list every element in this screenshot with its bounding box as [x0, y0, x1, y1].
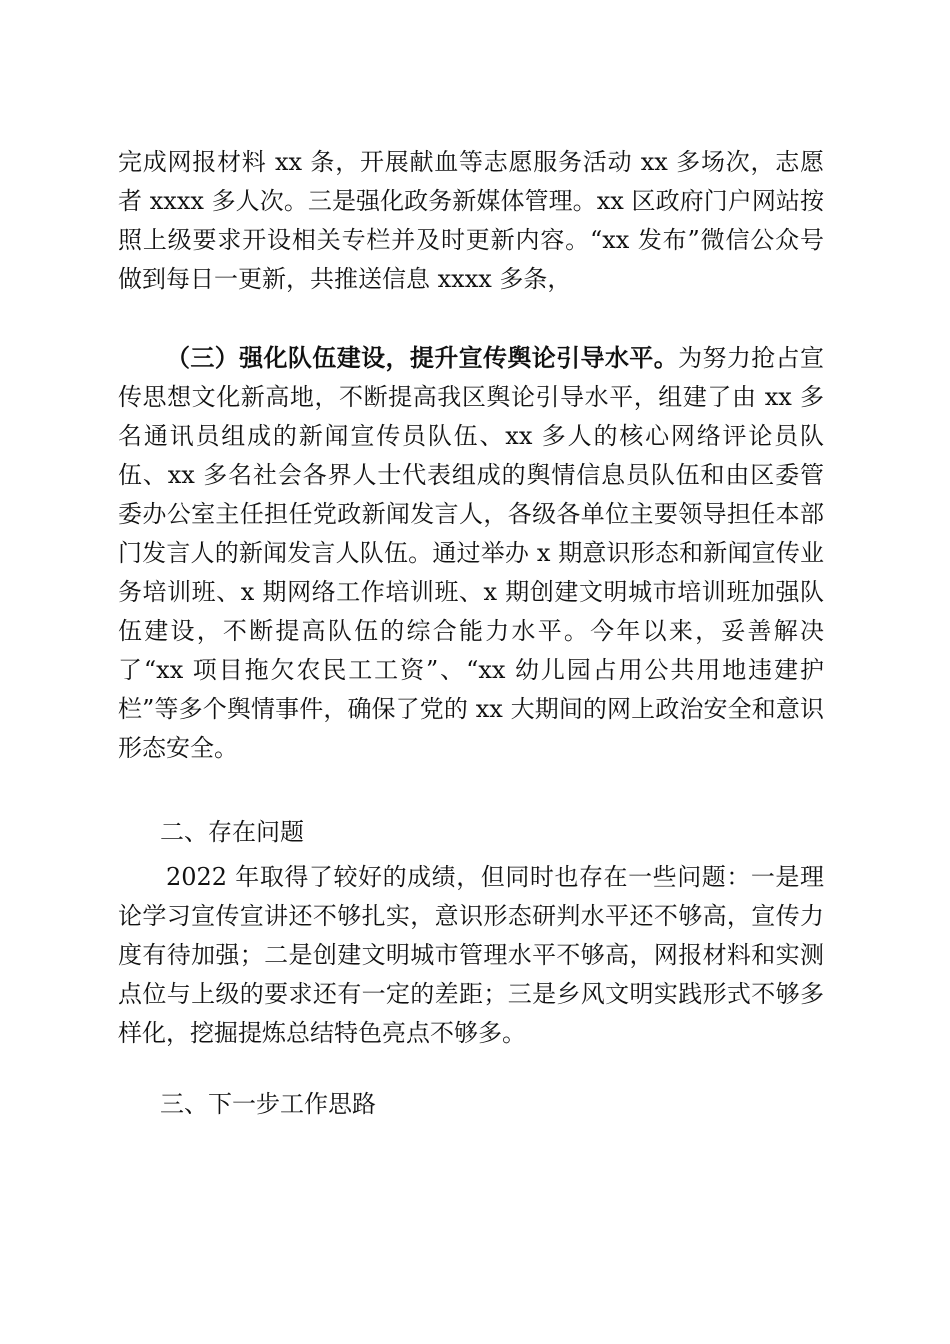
heading-next-steps: 三、下一步工作思路 — [160, 1090, 376, 1118]
heading-existing-problems: 二、存在问题 — [160, 818, 304, 846]
paragraph-2-body: 为努力抢占宣传思想文化新高地，不断提高我区舆论引导水平，组建了由 xx 多名通讯员组成的新闻宣传员队伍、xx 多人的核心网络评论员队伍、xx 多名社会各界人士代表组成的舆情信息员队伍和由区委管委办公室主任担任党政新闻发言人，各级各单位主要领导担任本部门发言人的新闻发言人队伍。通过举办 x 期意识形态和新闻宣传业务培训班、x 期网络工作培训班、x 期创建文明城市培训班加强队伍建设，不断提高队伍的综合能力水平。今年以来，妥善解决了“xx 项目拖欠农民工工资”、“xx 幼儿园占用公共用地违建护栏”等多个舆情事件，确保了党的 xx 大期间的网上政治安全和意识形态安全。 — [118, 344, 825, 762]
paragraph-3: 2022 年取得了较好的成绩，但同时也存在一些问题：一是理论学习宣传宣讲还不够扎实，意识形态研判水平还不够高，宣传力度有待加强；二是创建文明城市管理水平不够高，网报材料和实测点位与上级的要求还有一定的差距；三是乡风文明实践形式不够多样化，挖掘提炼总结特色亮点不够多。 — [118, 863, 824, 1047]
section-subheading: （三）强化队伍建设，提升宣传舆论引导水平。 — [166, 343, 679, 372]
paragraph-2 — [118, 338, 824, 768]
paragraph-team-building — [118, 338, 824, 768]
paragraph-volunteer-media — [118, 143, 824, 299]
paragraph-problems — [118, 858, 824, 1053]
paragraph-1: 完成网报材料 xx 条，开展献血等志愿服务活动 xx 多场次，志愿者 xxxx 多人次。三是强化政务新媒体管理。xx 区政府门户网站按照上级要求开设相关专栏并及时更新内容。“xx 发布”微信公众号做到每日一更新，共推送信息 xxxx 多条， — [118, 148, 824, 293]
